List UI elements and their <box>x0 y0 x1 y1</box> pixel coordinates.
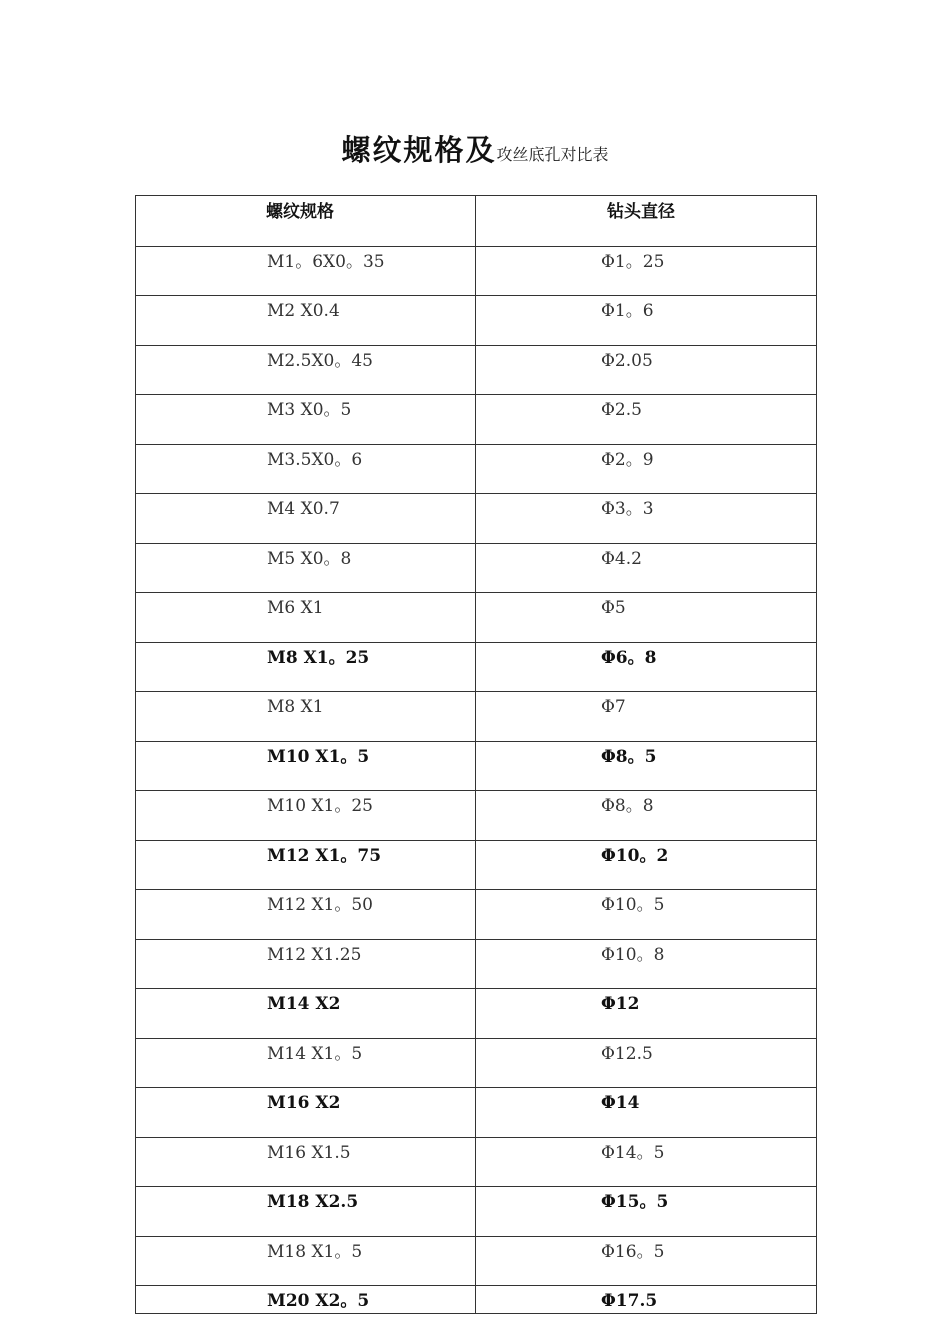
drill-diameter-cell: Φ12.5 <box>476 1038 817 1088</box>
table-row <box>136 1236 817 1286</box>
table-row <box>136 296 817 346</box>
table-row <box>136 345 817 395</box>
header-drill-diameter: 钻头直径 <box>476 196 817 247</box>
table-row <box>136 1137 817 1187</box>
drill-diameter-cell: Φ12 <box>476 989 817 1039</box>
table-row <box>136 1088 817 1138</box>
drill-diameter-cell: Φ14 <box>476 1088 817 1138</box>
drill-diameter-cell: Φ16。5 <box>476 1236 817 1286</box>
table-row <box>136 444 817 494</box>
title-subtitle: 攻丝底孔对比表 <box>496 145 609 164</box>
table-row <box>136 246 817 296</box>
drill-diameter-cell: Φ2.05 <box>476 345 817 395</box>
thread-spec-cell: M3.5X0。6 <box>136 444 476 494</box>
thread-spec-cell: M10 X1。5 <box>136 741 476 791</box>
thread-spec-cell: M1。6X0。35 <box>136 246 476 296</box>
document-title <box>0 128 950 169</box>
table-row <box>136 692 817 742</box>
table-row <box>136 791 817 841</box>
drill-diameter-cell: Φ1。25 <box>476 246 817 296</box>
table-row <box>136 1187 817 1237</box>
thread-spec-cell: M2.5X0。45 <box>136 345 476 395</box>
drill-diameter-cell: Φ7 <box>476 692 817 742</box>
thread-spec-cell: M2 X0.4 <box>136 296 476 346</box>
thread-spec-cell: M10 X1。25 <box>136 791 476 841</box>
table-row <box>136 989 817 1039</box>
thread-spec-cell: M4 X0.7 <box>136 494 476 544</box>
thread-spec-cell: M5 X0。8 <box>136 543 476 593</box>
drill-diameter-cell: Φ3。3 <box>476 494 817 544</box>
table-row <box>136 593 817 643</box>
thread-spec-cell: M8 X1 <box>136 692 476 742</box>
table-header-row <box>136 196 817 247</box>
drill-diameter-cell: Φ14。5 <box>476 1137 817 1187</box>
drill-diameter-cell: Φ15。5 <box>476 1187 817 1237</box>
thread-spec-cell: M12 X1。50 <box>136 890 476 940</box>
thread-spec-cell: M12 X1。75 <box>136 840 476 890</box>
table-row <box>136 939 817 989</box>
thread-spec-cell: M14 X2 <box>136 989 476 1039</box>
drill-diameter-cell: Φ4.2 <box>476 543 817 593</box>
thread-spec-cell: M20 X2。5 <box>136 1286 476 1314</box>
thread-spec-cell: M14 X1。5 <box>136 1038 476 1088</box>
drill-diameter-cell: Φ2。9 <box>476 444 817 494</box>
drill-diameter-cell: Φ10。8 <box>476 939 817 989</box>
table-row <box>136 395 817 445</box>
header-thread-spec: 螺纹规格 <box>136 196 476 247</box>
table-row <box>136 494 817 544</box>
thread-spec-cell: M16 X1.5 <box>136 1137 476 1187</box>
thread-drill-table <box>135 195 817 1314</box>
drill-diameter-cell: Φ6。8 <box>476 642 817 692</box>
drill-diameter-cell: Φ1。6 <box>476 296 817 346</box>
table-row <box>136 543 817 593</box>
thread-spec-cell: M18 X1。5 <box>136 1236 476 1286</box>
thread-spec-cell: M18 X2.5 <box>136 1187 476 1237</box>
thread-spec-cell: M3 X0。5 <box>136 395 476 445</box>
drill-diameter-cell: Φ10。5 <box>476 890 817 940</box>
table-row <box>136 890 817 940</box>
drill-diameter-cell: Φ5 <box>476 593 817 643</box>
title-main: 螺纹规格及 <box>341 133 497 167</box>
drill-diameter-cell: Φ2.5 <box>476 395 817 445</box>
thread-spec-cell: M8 X1。25 <box>136 642 476 692</box>
table-row <box>136 741 817 791</box>
table-row <box>136 1038 817 1088</box>
thread-spec-cell: M6 X1 <box>136 593 476 643</box>
drill-diameter-cell: Φ17.5 <box>476 1286 817 1314</box>
table-row <box>136 840 817 890</box>
thread-spec-cell: M16 X2 <box>136 1088 476 1138</box>
table-row <box>136 1286 817 1314</box>
thread-spec-cell: M12 X1.25 <box>136 939 476 989</box>
drill-diameter-cell: Φ8。5 <box>476 741 817 791</box>
drill-diameter-cell: Φ8。8 <box>476 791 817 841</box>
table-row <box>136 642 817 692</box>
drill-diameter-cell: Φ10。2 <box>476 840 817 890</box>
